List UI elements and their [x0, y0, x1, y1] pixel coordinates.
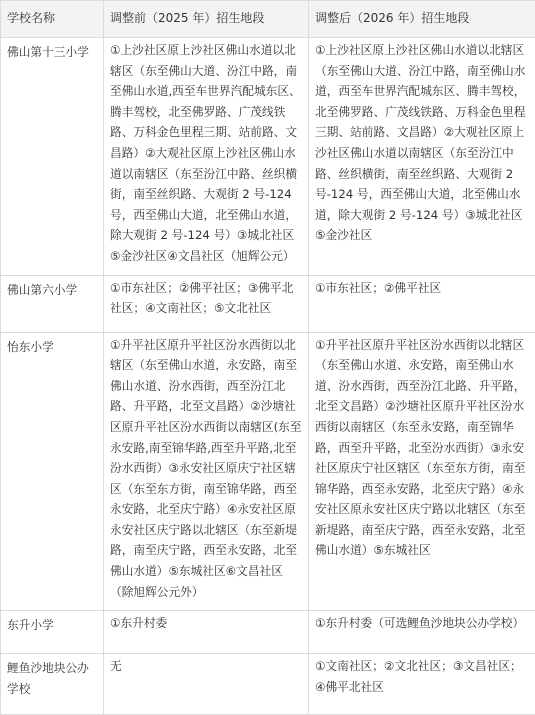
- school-name-cell: [1, 611, 104, 654]
- school-name: 佛山第十三小学: [7, 42, 97, 63]
- school-name-cell: [1, 38, 104, 276]
- school-name-cell: [1, 275, 104, 332]
- table-row: [1, 332, 535, 611]
- zone-after-cell: ①市东社区；②佛平社区: [309, 275, 535, 332]
- school-name: 佛山第六小学: [7, 280, 97, 301]
- zone-before-cell: ①升平社区原升平社区汾水西街以北辖区（东至佛山水道，永安路，南至佛山水道、汾水西街，西至汾江北路、升平路，北至文昌路）②沙塘社区原升平社区汾水西街以南辖区(东至永安路,南至锦华路,西至升平路,北至汾水西街）③永安社区原庆宁社区辖区（东至东方街，南至锦华路，西至永安路，北至庆宁路）④永安社区原永安社区庆宁路以北辖区（东至新堤路，南至庆宁路，西至永安路，北至佛山水道）⑤东城社区⑥文昌社区（除旭辉公元外）: [104, 332, 309, 611]
- table-row: [1, 611, 535, 654]
- zone-before-cell: ①上沙社区原上沙社区佛山水道以北辖区（东至佛山大道、汾江中路，南至佛山水道,西至车世界汽配城东区、腾丰驾校，北至佛罗路、广茂线铁路、万科金色里程三期、站前路、文昌路）②大观社区原上沙社区佛山水道以南辖区（东至汾江中路、丝织横街，南至丝织路、大观街 2 号-124 号，西至佛山大道，北至佛山水道，除大观街 2 号-124 号）③城北社区⑤金沙社区④文昌社区（旭辉公元）: [104, 38, 309, 276]
- school-name: 东升小学: [7, 615, 97, 636]
- zone-after-cell: ①文南社区；②文北社区；③文昌社区；④佛平北社区: [309, 654, 535, 715]
- table-header-row: [1, 1, 535, 38]
- school-name-cell: [1, 332, 104, 611]
- zone-before-cell: 无: [104, 654, 309, 715]
- header-zone-before: 调整前（2025 年）招生地段: [104, 1, 309, 38]
- zone-before-cell: ①市东社区；②佛平社区；③佛平北社区；④文南社区；⑤文北社区: [104, 275, 309, 332]
- table-row: [1, 654, 535, 715]
- table-row: [1, 38, 535, 276]
- table-row: [1, 275, 535, 332]
- zone-after-cell: ①东升村委（可选鲤鱼沙地块公办学校）: [309, 611, 535, 654]
- zone-before-cell: ①东升村委: [104, 611, 309, 654]
- header-zone-after: 调整后（2026 年）招生地段: [309, 1, 535, 38]
- header-school-name: 学校名称: [1, 1, 104, 38]
- zone-after-cell: ①上沙社区原上沙社区佛山水道以北辖区（东至佛山大道、汾江中路，南至佛山水道，西至车世界汽配城东区、腾丰驾校，北至佛罗路、广茂线铁路、万科金色里程三期、站前路、文昌路）②大观社区原上沙社区佛山水道以南辖区（东至汾江中路、丝织横街，南至丝织路、大观街 2 号-124 号，西至佛山大道，北至佛山水道，除大观街 2 号-124 号）③城北社区⑤金沙社区: [309, 38, 535, 276]
- school-name: 怡东小学: [7, 337, 97, 358]
- school-name-cell: [1, 654, 104, 715]
- zone-after-cell: ①升平社区原升平社区汾水西街以北辖区（东至佛山水道、永安路，南至佛山水道、汾水西街，西至汾江北路、升平路，北至文昌路）②沙塘社区原升平社区汾水西街以南辖区（东至永安路，南至锦华路，西至升平路，北至汾水西街）③永安社区原庆宁社区辖区（东至东方街，南至锦华路，西至永安路，北至庆宁路）④永安社区原永安社区庆宁路以北辖区（东至新堤路，南至庆宁路，西至永安路，北至佛山水道）⑤东城社区: [309, 332, 535, 611]
- school-name: 鲤鱼沙地块公办学校: [7, 658, 97, 700]
